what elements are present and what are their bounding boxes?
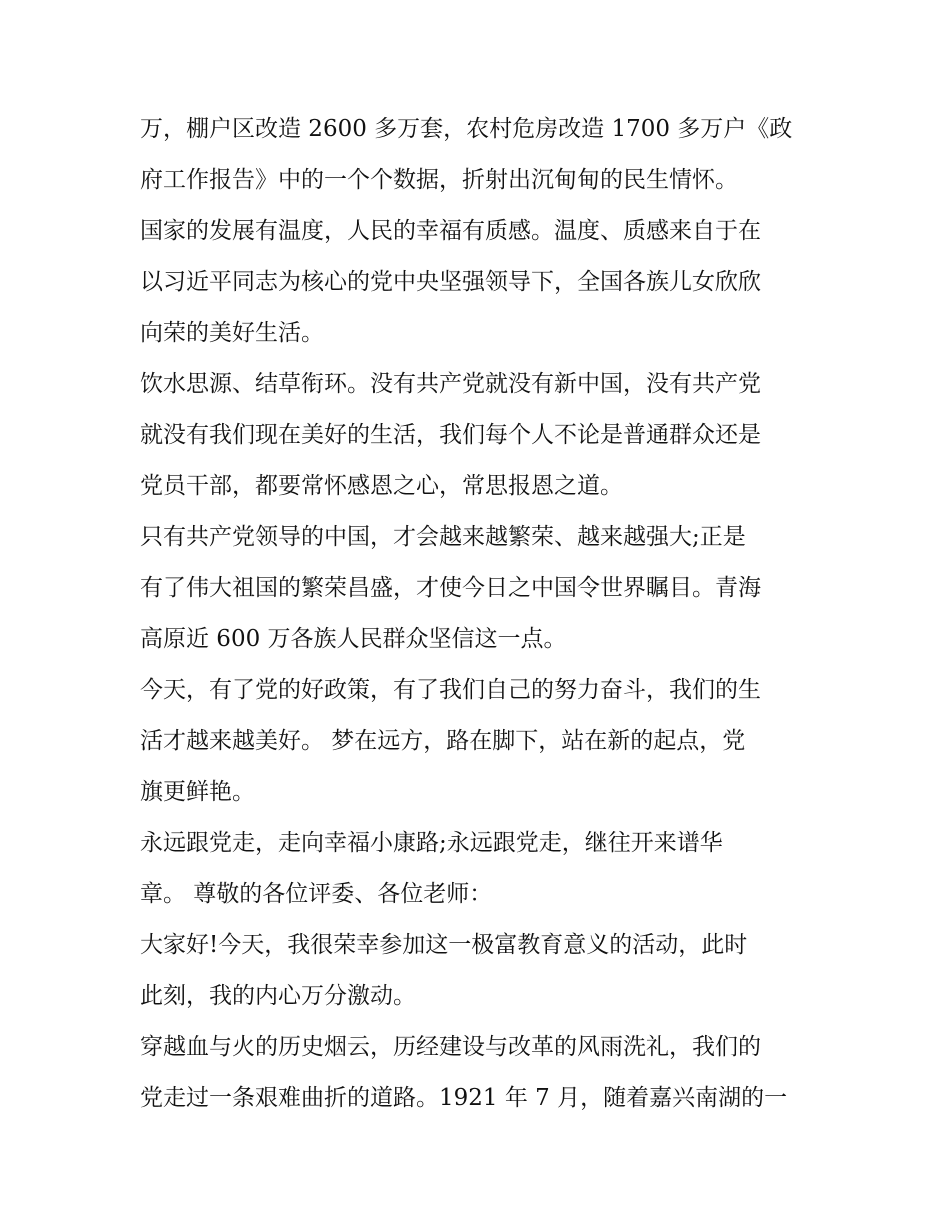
text-line: 府工作报告》中的一个个数据，折射出沉甸甸的民生情怀。 [140, 167, 738, 193]
text-line: 国家的发展有温度，人民的幸福有质感。温度、质感来自于在 [140, 218, 761, 244]
text-line: 向荣的美好生活。 [140, 320, 324, 346]
text-line: 就没有我们现在美好的生活，我们每个人不论是普通群众还是 [140, 422, 761, 448]
text-line: 党员干部，都要常怀感恩之心，常思报恩之道。 [140, 473, 623, 499]
text-line: 高原近 600 万各族人民群众坚信这一点。 [140, 626, 567, 652]
text-line: 饮水思源、结草衔环。没有共产党就没有新中国，没有共产党 [140, 371, 761, 397]
text-line: 活才越来越美好。 梦在远方，路在脚下，站在新的起点，党 [140, 728, 746, 754]
text-line: 章。 尊敬的各位评委、各位老师： [140, 881, 493, 907]
text-line: 旗更鲜艳。 [140, 779, 255, 805]
text-line: 今天，有了党的好政策，有了我们自己的努力奋斗，我们的生 [140, 677, 761, 703]
text-line: 只有共产党领导的中国，才会越来越繁荣、越来越强大;正是 [140, 524, 746, 550]
text-line: 有了伟大祖国的繁荣昌盛，才使今日之中国令世界瞩目。青海 [140, 575, 761, 601]
document-body [140, 104, 820, 1124]
text-line: 大家好!今天，我很荣幸参加这一极富教育意义的活动，此时 [140, 932, 748, 958]
text-line: 此刻，我的内心万分激动。 [140, 983, 416, 1009]
text-line: 万，棚户区改造 2600 多万套，农村危房改造 1700 多万户《政 [140, 116, 793, 142]
text-line: 穿越血与火的历史烟云，历经建设与改革的风雨洗礼，我们的 [140, 1034, 761, 1060]
text-line: 党走过一条艰难曲折的道路。1921 年 7 月，随着嘉兴南湖的一 [140, 1085, 788, 1111]
text-line: 以习近平同志为核心的党中央坚强领导下，全国各族儿女欣欣 [140, 269, 761, 295]
text-line: 永远跟党走，走向幸福小康路;永远跟党走，继往开来谱华 [140, 830, 723, 856]
